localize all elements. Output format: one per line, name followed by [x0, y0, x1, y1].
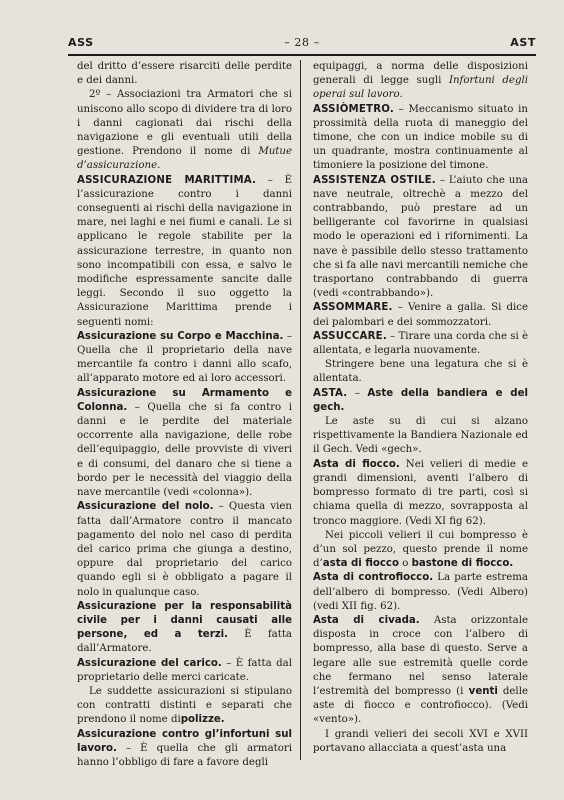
page-number: – 28 –: [284, 36, 320, 49]
bold-term: bastone di fiocco.: [411, 558, 514, 570]
dictionary-entry: [313, 301, 528, 329]
sub-entry-heading: Assicurazione del carico.: [77, 657, 222, 669]
entry-text: I grandi velieri dei secoli XVI e XVII portavano allacciata a quest’asta una: [313, 728, 528, 754]
entry-text: Nei piccoli velieri il cui bompresso è d’un sol pezzo, questo prende il nome d’: [313, 529, 528, 570]
dictionary-entry: [313, 174, 528, 302]
left-column: [77, 60, 292, 770]
entry-text: – Tirare una corda che si è allentata, e legarla nuovamente.: [313, 330, 528, 357]
entry-text: Le aste su di cui si alzano rispettivamente la Bandiera Nazionale ed il Gech. Vedi «gech».: [313, 416, 528, 456]
sub-entry-heading: Assicurazione su Corpo e Macchina.: [77, 330, 284, 342]
entry-text: Nei velieri di medie e grandi dimensioni, aventi l’albero di bompresso formato di tre parti, così si chiama quella di mezzo, sovrapposta al tronco maggiore. (Vedi XI fig 62).: [313, 458, 528, 527]
entry-text: o: [398, 558, 412, 570]
sub-entry: [313, 458, 528, 529]
sub-entry-heading: Asta di civada.: [313, 614, 420, 626]
entry-text: equipaggi, a norma delle disposizioni generali di legge sugli: [313, 61, 528, 87]
bold-term: asta di fiocco: [322, 558, 399, 570]
sub-entry: [77, 387, 292, 501]
entry-text: 2º – Associazioni tra Armatori che si uniscono allo scopo di dividere tra di loro i danni cagionati dai rischi della navigazione e gli eventuali utili della gestione. Prendono il nome di: [77, 89, 292, 158]
entry-text: Asta orizzontale disposta in croce con l’albero di bompresso, alla base di questo. Serve a legare alle sue estremità quelle corde che fermano nel senso laterale l’estremità del bompresso (i: [313, 614, 528, 697]
header-rule: [68, 54, 536, 56]
dictionary-entry: [77, 174, 292, 330]
sub-entry: [77, 600, 292, 657]
entry-text: – È quella che gli armatori hanno l’obbligo di fare a favore degli: [77, 742, 292, 768]
entry-text: del dritto d’essere risarciti delle perdite e dei danni.: [77, 61, 292, 87]
entry-text: – L’aiuto che una nave neutrale, oltrechè a mezzo del contrabbando, può prestare ad un belligerante col favorirne in qualsiasi modo le operazioni ed i rifornimenti. La nave è passibile dello stesso trattamento che si fa alle navi mercantili nemiche che trasportano contrabbando di guerra (vedi «contrabbando»).: [313, 174, 529, 300]
page-header: [68, 36, 536, 52]
sub-entry-heading: Assicurazione per la responsabilità civile per i danni causati alle persone, ed a terzi.: [77, 600, 292, 641]
entry-text: È fatta dall’Armatore.: [77, 629, 292, 655]
italic-term: Mutue d’assicurazione.: [77, 146, 292, 172]
entry-headword: ASTA.: [313, 387, 348, 399]
header-left-guideword: ASS: [68, 36, 94, 49]
paragraph: [77, 685, 292, 728]
sub-entry-heading: Asta di fiocco.: [313, 458, 400, 470]
entry-headword: ASSICURAZIONE MARITTIMA.: [77, 174, 257, 186]
sub-entry: [313, 614, 528, 728]
sub-entry: [77, 728, 292, 771]
paragraph: [313, 529, 528, 572]
paragraph: [313, 60, 528, 103]
entry-text: –: [347, 387, 368, 399]
dictionary-entry: [313, 387, 528, 415]
column-divider: [300, 60, 301, 760]
sub-entry-heading: Asta di controfiocco.: [313, 572, 434, 584]
entry-text: – Quella che il proprietario della nave mercantile fa contro i danni allo scafo, all’apparato motore ed ai loro accessori.: [77, 330, 292, 385]
sub-entry: [77, 657, 292, 685]
paragraph: [313, 415, 528, 458]
sub-entry: [77, 500, 292, 599]
right-column: [313, 60, 528, 756]
header-right-guideword: AST: [510, 36, 536, 49]
sub-entry-heading: Assicurazione contro gl’infortuni sul lavoro.: [77, 728, 292, 754]
entry-headword: ASSUCCARE.: [313, 330, 387, 342]
entry-text: delle aste di fiocco e controfiocco). (Vedi «vento»).: [313, 685, 528, 726]
bold-term: venti: [463, 685, 498, 697]
sub-entry-heading: Assicurazione su Armamento e Colonna.: [77, 387, 292, 413]
entry-text: – Meccanismo situato in prossimità della ruota di maneggio del timone, che con un indice mobile su di un quadrante, mostra continuamente al timoniere la posizione del timone.: [313, 103, 528, 172]
entry-text: – Quella che si fa contro i danni e le perdite del materiale occorrente alla navigazione, delle robe dell’equipaggio, delle provviste di viveri e di consumi, del danaro che si tiene a bordo per le necessità del viaggio della nave mercantile (vedi «colonna»).: [77, 401, 292, 499]
dictionary-entry: [313, 330, 528, 358]
entry-text: Stringere bene una legatura che si è allentata.: [313, 359, 528, 385]
paragraph: [77, 60, 292, 88]
entry-text: Le suddette assicurazioni si stipulano con contratti distinti e separati che prendono il nome di: [77, 685, 292, 726]
sub-entry-heading: Assicurazione del nolo.: [77, 501, 214, 513]
paragraph: [313, 358, 528, 386]
entry-text: La parte estrema dell’albero di bompresso. (Vedi Albero) (vedi XII fig. 62).: [313, 572, 528, 612]
italic-term: Infortuni degli operai sul lavoro.: [313, 75, 528, 101]
dictionary-entry: [313, 103, 528, 174]
entry-text: – È fatta dal proprietario delle merci caricate.: [77, 657, 293, 683]
entry-text: – Questa vien fatta dall’Armatore contro il mancato pagamento del nolo nel caso di perdita del carico prima che giunga a destino, oppure dal proprietario del carico quando egli si è obbligato a pagare il nolo in qualunque caso.: [77, 501, 292, 598]
paragraph: [77, 88, 292, 173]
entry-headword: ASSIÒMETRO.: [313, 103, 394, 115]
entry-headword: ASSISTENZA OSTILE.: [313, 174, 436, 186]
bold-term: polizze.: [180, 714, 225, 726]
sub-entry-heading: Aste della bandiera e del gech.: [313, 387, 528, 413]
entry-headword: ASSOMMARE.: [313, 302, 393, 314]
sub-entry: [313, 571, 528, 614]
sub-entry: [77, 330, 292, 387]
entry-text: – Venire a galla. Si dice dei palombari e dei sommozzatori.: [313, 302, 528, 328]
entry-text: – È l’assicurazione contro i danni conseguenti ai rischi della navigazione in mare, nei laghi e nei fiumi e canali. Le si applicano le regole stabilite per la assicurazione terrestre, in quanto non sono incompatibili con essa, e salvo le modifiche espressamente sancite dalle leggi. Secondo il suo oggetto la Assicurazione Marittima prende i seguenti nomi:: [77, 174, 293, 328]
paragraph: [313, 728, 528, 756]
